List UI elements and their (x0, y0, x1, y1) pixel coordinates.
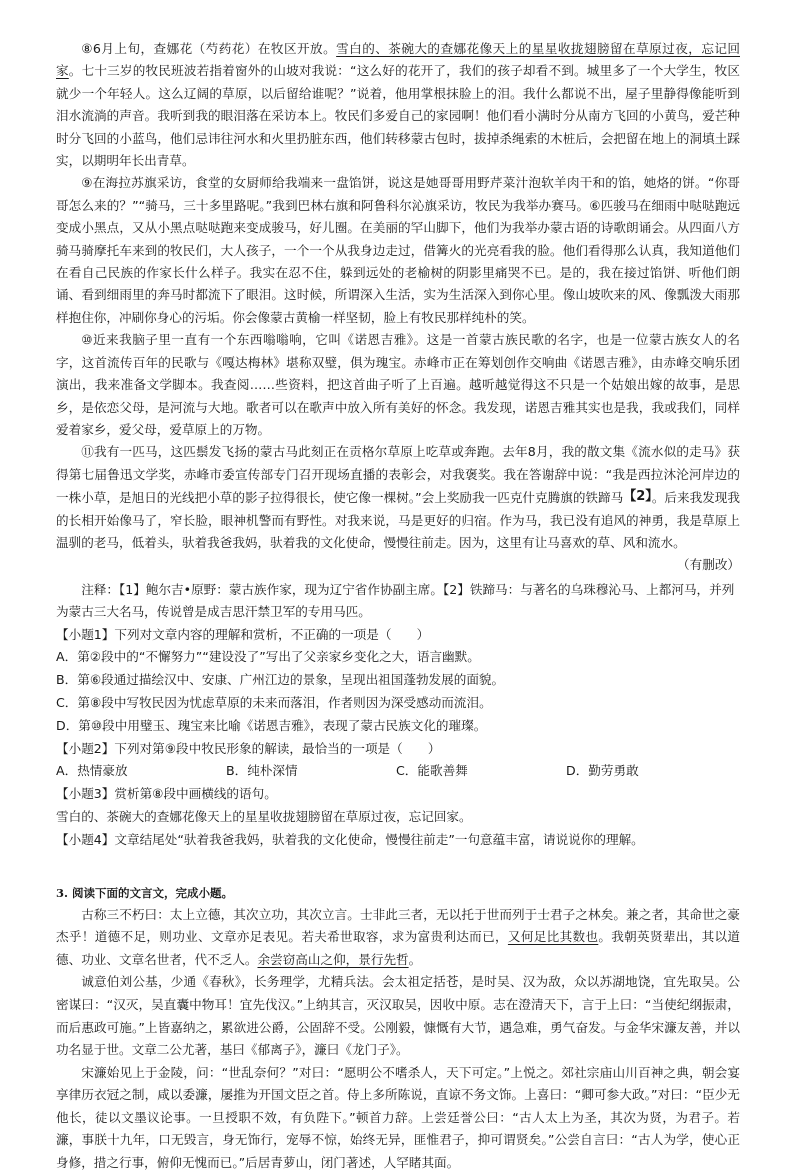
question-4: 【小题4】文章结尾处“驮着我爸我妈，驮着我的文化使命，慢慢往前走”一句意蕴丰富，请说说你的理解。 (56, 831, 644, 847)
question-2: 【小题2】下列对第⑨段中牧民形象的解读，最恰当的一项是（ ） (56, 740, 441, 756)
annotation: 注释：【1】鲍尔吉•原野：蒙古族作家，现为辽宁省作协副主席。【2】铁蹄马：与著名的乌珠穆沁马、上都河马，并列为蒙古三大名马，传说曾是成吉思汗禁卫军的专用马匹。 (56, 581, 735, 620)
q2-option-d: D．勤劳勇敢 (566, 763, 639, 779)
p8-rest: 。七十三岁的牧民班波若指着窗外的山坡对我说：“这么好的花开了，我们的孩子却看不到。城里多了一个大学生，牧区就少一个年轻人。这么辽阔的草原，以后留给谁呢？”说着，他用掌根抹脸上的泪。我什么都说不出，屋子里静得像能听到泪水流淌的声音。我听到我的眼泪落在采访本上。牧民们多爱自己的家园啊！他们看小满时分从南方飞回的小黄鸟，爱芒种时分飞回的小蓝鸟，他们忌讳往河水和火里扔脏东西，他们转移蒙古包时，拔掉杀绳索的木桩后，会把留在地上的洞填土踩实，以期明年长出青草。 (56, 63, 741, 169)
c1-end: 。 (408, 951, 422, 967)
q1-option-c: C．第⑧段中写牧民因为忧虑草原的未来而落泪，作者则因为深受感动而流泪。 (56, 694, 492, 710)
paragraph-10: ⑩近来我脑子里一直有一个东西嗡嗡响，它叫《诺恩吉雅》。这是一首蒙古族民歌的名字，也是一位蒙古族女人的名字，这首流传百年的民歌与《嘎达梅林》堪称双璧，俱为瑰宝。赤峰市正在筹划创作交响曲《诺恩吉雅》，由赤峰交响乐团演出，我来准备文学脚本。我查阅……些资料，把这首曲子听了上百遍。越听越觉得这不只是一个姑娘出嫁的故事，是思乡，是依恋父母，是河流与大地。歌者可以在歌声中放入所有美好的怀念。我发现，诺恩吉雅其实也是我，我或我们，同样爱着家乡，爱父母，爱草原上的万物。 (56, 332, 740, 437)
q1-option-a: A．第②段中的“不懈努力”“建设没了”写出了父亲家乡变化之大，语言幽默。 (56, 649, 480, 665)
p11-start: ⑪我有一匹马，这匹鬃发飞扬的蒙古马此刻正在贡格尔草原上吃草或奔跑。去年8月，我的散文集《流水似的走马》获得第七届鲁迅文学奖，赤峰市委宣传部专门召开现场直播的表彰会，对我褒奖。我在答谢辞中说：“我是西拉沐沦河岸边的一株小草，是旭日的光线把小草的影子拉得很长，使它像一棵树。”会上奖励我一匹克什克腾旗的铁蹄马 (56, 444, 740, 506)
paragraph-11 (56, 441, 740, 554)
classical-paragraph-2: 诚意伯刘公基，少通《春秋》，长务理学，尤精兵法。会太祖定括苍，是时吴、汉为敌，众以苏湖地饶，宜先取吴。公密谋曰：“汉灭，吴直囊中物耳！宜先伐汉。”上纳其言，灭汉取吴，因收中原。志在澄清天下，言于上曰：“当使纪纲振肃，而后惠政可施。”上皆嘉纳之，累欲进公爵，公固辞不受。公刚毅，慷慨有大节，遇急难，勇气奋发。与金华宋濂友善，并以功名显于世。文章二公尤著，基曰《郁离子》，濂曰《龙门子》。 (56, 974, 740, 1058)
footnote-marker: 【2】 (623, 489, 652, 505)
paragraph-8 (56, 38, 740, 172)
paragraph-9: ⑨在海拉苏旗采访，食堂的女厨师给我端来一盘馅饼，说这是她哥哥用野芹菜汁泡软羊肉干和的馅，她烙的饼。“你哥哥怎么来的？”“骑马，三十多里路呢。”我到巴林右旗和阿鲁科尔沁旗采访，牧民为我举办赛马。⑥匹骏马在细雨中哒哒跑远变成小黑点，又从小黑点哒哒跑来变成骏马，好儿圈。在美丽的罕山脚下，他们为我举办蒙古语的诗歌朗诵会。从四面八方骑马骑摩托车来到的牧民们，大人孩子，一个一个从我身边走过，借篝火的光亮看我的脸。他们看得那么认真，我知道他们在看自己民族的作家长什么样子。我实在忍不住，躲到远处的老榆树的阴影里痛哭不已。是的，我在接过馅饼、听他们朗诵、看到细雨里的奔马时都流下了眼泪。这时候，所谓深入生活，实为生活深入到你心里。像山坡吹来的风、像瓢泼大雨那样抱住你，冲刷你身心的污垢。你会像蒙古黄榆一样坚韧，脸上有牧民那样纯朴的笑。 (56, 175, 740, 325)
q2-option-b: B．纯朴深情 (226, 763, 298, 779)
classical-paragraph-3: 宋濂始见上于金陵，问：“世乱奈何？”对曰：“愿明公不嗜杀人，天下可定。”上悦之。郊社宗庙山川百神之典，朝会宴享律历衣冠之制，咸以委濂，屡推为开国文臣之首。侍上多所陈说，直谅不务文饰。上喜曰：“卿可参大政。”对曰：“臣少无他长，徒以文墨议论事。一旦授职不效，有负陛下。”顿首力辞。上尝廷誉公曰：“古人太上为圣，其次为贤，为君子。若濂，事朕十九年，口无毁言，身无饰行，宠辱不惊，始终无异，匪惟君子，抑可谓贤矣。”公尝自言曰：“古人为学，使心正身修，措之行事，俯仰无愧而已。”后居青萝山，闭门著述，人罕睹其面。 (56, 1064, 740, 1171)
q1-option-d: D．第⑩段中用璧玉、瑰宝来比喻《诺恩吉雅》，表现了蒙古民族文化的璀璨。 (56, 717, 487, 733)
c1-start: 古称三不朽曰：太上立德，其次立功，其次立言。士非此三者，无以托于世而列于士君子之林矣。兼之者，其命世之豪杰乎！道德不足，则功业、文章亦足表见。若夫希世取容，求为富贵利达而已， (56, 906, 740, 945)
q2-options (56, 760, 740, 783)
c1-underlined-2: 余尝窃高山之仰，景行先哲 (257, 951, 409, 967)
p8-start: ⑧6月上旬，查娜花（芍药花）在牧区开放。 (81, 41, 337, 56)
p11-rest: 。后来我发现我的长相开始像马了，窄长脸，眼神机警而有野性。对我来说，马是更好的归宿。作为马，我已没有追风的神勇，我是草原上温驯的老马，低着头，驮着我爸我妈，驮着我的文化使命，慢慢往前走。因为，这里有让马喜欢的草、风和流水。 (56, 490, 741, 550)
document-page (56, 38, 740, 1175)
q3-sentence: 雪白的、茶碗大的查娜花像天上的星星收拢翅膀留在草原过夜，忘记回家。 (56, 808, 472, 824)
c1-mid: 。我朝英贤辈出，其以道德、功业、文章名世者，代不乏人。 (56, 929, 741, 967)
question-3: 【小题3】赏析第⑧段中画横线的语句。 (56, 786, 277, 802)
p8-underlined-sentence: 雪白的、茶碗大的查娜花像天上的星星收拢翅膀留在草原过夜，忘记回家 (56, 41, 740, 79)
section-3-heading: 3. 阅读下面的文言文，完成小题。 (56, 885, 234, 900)
q2-option-c: C．能歌善舞 (396, 763, 468, 779)
q1-option-b: B．第⑥段通过描绘汉中、安康、广州江边的景象，呈现出祖国蓬勃发展的面貌。 (56, 672, 505, 688)
q2-option-a: A．热情豪放 (56, 763, 128, 779)
source-note: （有删改） (677, 557, 740, 573)
question-1: 【小题1】下列对文章内容的理解和赏析，不正确的一项是（ ） (56, 626, 430, 642)
c1-underlined-1: 又何足比其数也 (507, 929, 599, 945)
classical-paragraph-1 (56, 904, 740, 972)
